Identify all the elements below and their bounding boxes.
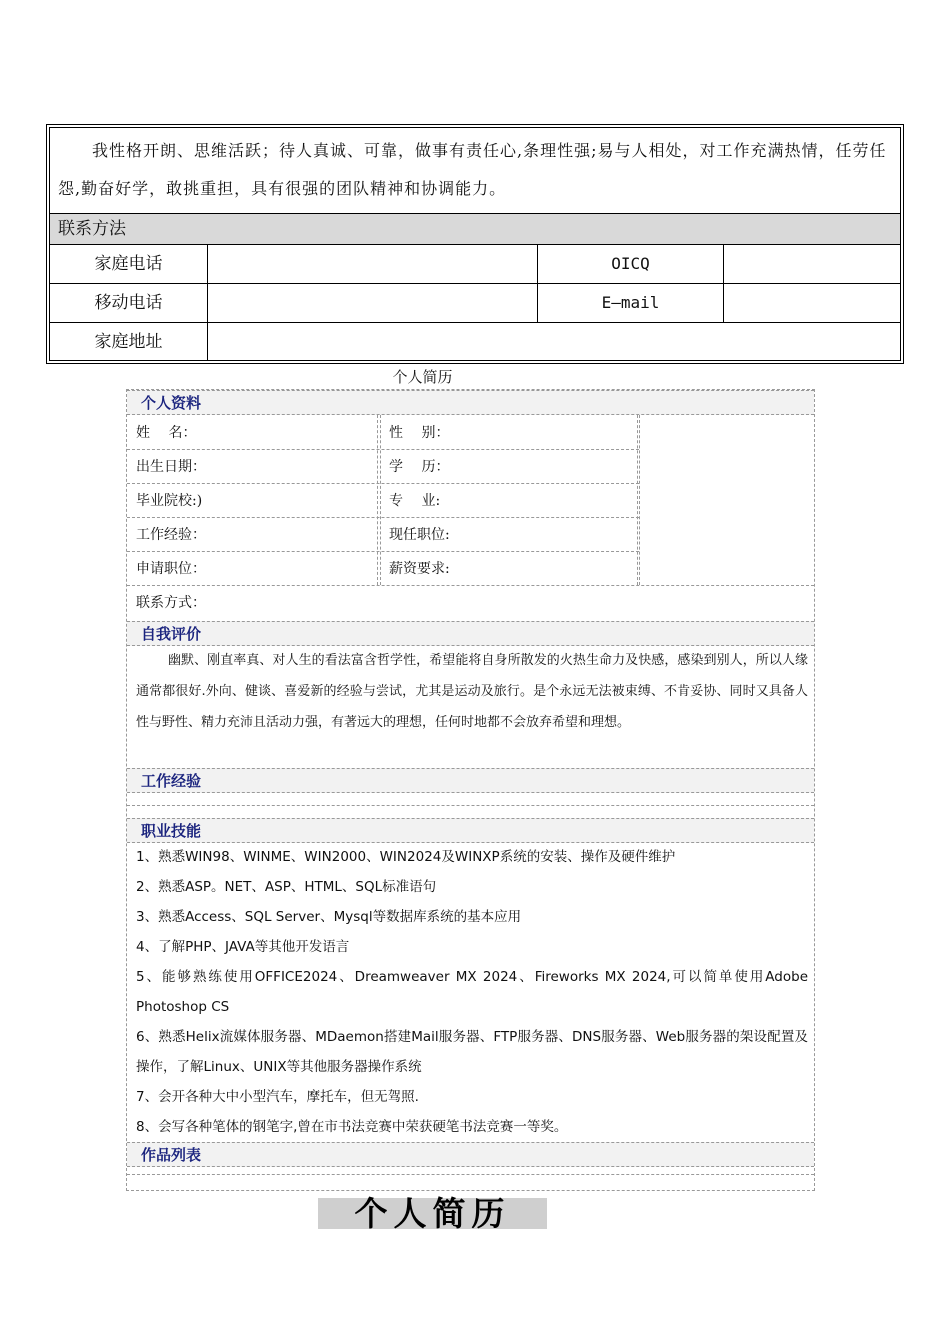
grid-line	[127, 1174, 814, 1175]
contact-method-label: 联系方式：	[136, 595, 206, 611]
grid-line	[127, 805, 814, 806]
grid-line	[637, 415, 638, 585]
address-value[interactable]	[208, 323, 900, 361]
self-eval-header	[127, 621, 814, 646]
contact-row-address	[50, 323, 900, 361]
work-experience-header-text: 工作经验	[141, 772, 202, 790]
grid-line	[127, 585, 814, 586]
grid-line	[380, 415, 381, 585]
self-eval-paragraph: 幽默、刚直率真、对人生的看法富含哲学性，希望能将自身所散发的火热生命力及快感，感染到别人，所以人缘通常都很好.外向、健谈、喜爱新的经验与尝试，尤其是运动及旅行。是个永远无法被束缚、不肯妥协、同时又具备人性与野性、精力充沛且活动力强，有著远大的理想，任何时地都不会放弃希望和理想。	[136, 653, 808, 730]
contact-row-mobile	[50, 284, 900, 323]
skills-header-text: 职业技能	[141, 822, 202, 840]
self-intro-text: 我性格开朗、思维活跃；待人真诚、可靠，做事有责任心,条理性强;易与人相处，对工作充满热情，任劳任怨,勤奋好学，敢挑重担，具有很强的团队精神和协调能力。	[58, 141, 887, 198]
mobile-label: 移动电话	[50, 284, 208, 322]
self-eval-text	[136, 645, 808, 738]
resume-title: 个人简历	[392, 368, 453, 386]
resume-banner-title: 个人简历	[318, 1198, 547, 1229]
email-label: E—mail	[538, 284, 724, 322]
contact-row-home-phone	[50, 245, 900, 284]
skill-item: 4、了解PHP、JAVA等其他开发语言	[136, 939, 350, 955]
major-label: 专 业:	[389, 493, 441, 509]
oicq-label: OICQ	[538, 245, 724, 283]
contact-section-header: 联系方法	[50, 214, 900, 245]
skill-item: 1、熟悉WIN98、WINME、WIN2000、WIN2024及WINXP系统的安装、操作及硬件维护	[136, 849, 676, 865]
oicq-value[interactable]	[724, 245, 900, 283]
current-position-label: 现任职位:	[389, 527, 450, 543]
self-eval-header-text: 自我评价	[141, 625, 202, 643]
skill-item: 7、会开各种大中小型汽车，摩托车，但无驾照.	[136, 1089, 419, 1105]
skill-item: 6、熟悉Helix流媒体服务器、MDaemon搭建Mail服务器、FTP服务器、DNS服务器、Web服务器的架设配置及操作，了解Linux、UNIX等其他服务器操作系统	[136, 1029, 808, 1075]
grid-line	[127, 483, 639, 484]
school-label: 毕业院校:)	[136, 493, 203, 509]
works-list-header-text: 作品列表	[141, 1146, 202, 1164]
skill-item: 8、会写各种笔体的钢笔字,曾在市书法竞赛中荣获硬笔书法竞赛一等奖。	[136, 1119, 568, 1135]
skills-list	[136, 842, 808, 1142]
self-intro	[50, 128, 900, 214]
grid-line	[127, 449, 639, 450]
works-list-header	[127, 1142, 814, 1167]
grid-line	[127, 517, 639, 518]
photo-frame	[639, 415, 640, 585]
salary-label: 薪资要求:	[389, 561, 450, 577]
birth-label: 出生日期：	[136, 459, 206, 475]
skill-item: 3、熟悉Access、SQL Server、Mysql等数据库系统的基本应用	[136, 909, 522, 925]
skills-header	[127, 818, 814, 843]
grid-line	[127, 551, 639, 552]
personal-info-header	[127, 390, 814, 415]
gender-label: 性 别：	[389, 425, 450, 441]
apply-position-label: 申请职位：	[136, 561, 206, 577]
education-label: 学 历：	[389, 459, 450, 475]
mobile-value[interactable]	[208, 284, 538, 322]
work-experience-header	[127, 768, 814, 793]
address-label: 家庭地址	[50, 323, 208, 361]
experience-label: 工作经验：	[136, 527, 206, 543]
grid-line	[377, 415, 378, 585]
skill-item: 2、熟悉ASP。NET、ASP、HTML、SQL标准语句	[136, 879, 437, 895]
personal-info-header-text: 个人资料	[141, 394, 202, 412]
name-label: 姓 名：	[136, 425, 197, 441]
contact-table	[46, 124, 904, 364]
email-value[interactable]	[724, 284, 900, 322]
home-phone-label: 家庭电话	[50, 245, 208, 283]
resume-table	[126, 389, 815, 1191]
home-phone-value[interactable]	[208, 245, 538, 283]
skill-item: 5、能够熟练使用OFFICE2024、Dreamweaver MX 2024、Fireworks MX 2024,可以简单使用Adobe Photoshop CS	[136, 969, 808, 1015]
